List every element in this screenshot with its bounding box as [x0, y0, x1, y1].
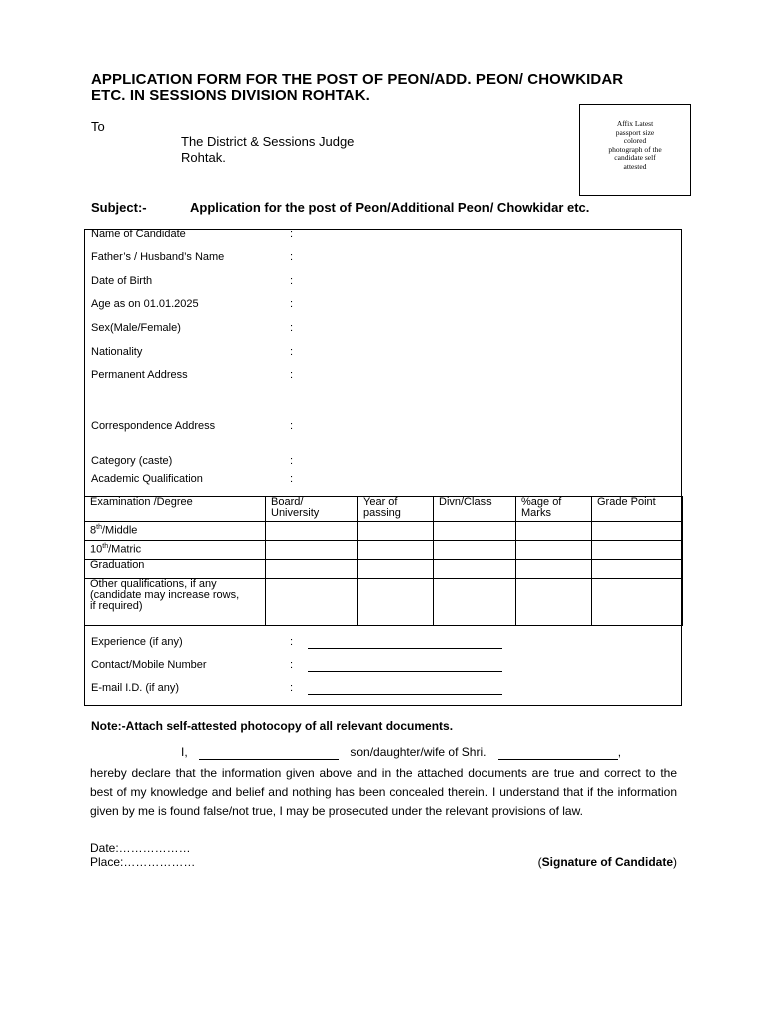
- table-cell[interactable]: [516, 541, 592, 560]
- field-label-experience: Experience (if any): [91, 636, 183, 648]
- mobile-input-line[interactable]: [308, 671, 502, 672]
- field-label-academic: Academic Qualification: [91, 473, 203, 485]
- applicant-name-blank[interactable]: [199, 745, 339, 760]
- sig-paren-open: (: [537, 855, 542, 869]
- photo-text-line: colored: [623, 136, 647, 145]
- field-colon: :: [290, 420, 294, 432]
- table-cell[interactable]: [358, 560, 434, 579]
- field-colon: :: [290, 473, 294, 485]
- subject-text: Application for the post of Peon/Additional Peon/ Chowkidar etc.: [190, 200, 590, 215]
- declaration-relation: son/daughter/wife of Shri.: [350, 745, 487, 759]
- exam-suffix: th: [96, 524, 102, 531]
- table-header: Year of passing: [358, 497, 434, 522]
- field-colon: :: [290, 251, 294, 263]
- table-cell[interactable]: [358, 579, 434, 626]
- signature-label: [538, 855, 677, 869]
- declaration-i: I,: [181, 745, 188, 759]
- table-header: Grade Point: [592, 497, 683, 522]
- field-label-email: E-mail I.D. (if any): [91, 682, 180, 694]
- declaration-body: hereby declare that the information given above and in the attached documents are true and correct to the best of my knowledge and belief and nothing has been concealed therein. I understand that if the information given by me is found false/not true, I may be prosecuted under the relevant provisions of law.: [90, 766, 677, 818]
- table-cell[interactable]: [266, 560, 358, 579]
- table-cell[interactable]: [592, 560, 683, 579]
- table-cell[interactable]: [592, 522, 683, 541]
- field-label-mobile: Contact/Mobile Number: [91, 659, 207, 671]
- field-label-dob: Date of Birth: [91, 275, 153, 287]
- photo-text-line: candidate self: [614, 153, 656, 162]
- field-label-name: Name of Candidate: [91, 228, 186, 240]
- field-label-age: Age as on 01.01.2025: [91, 298, 199, 310]
- field-colon: :: [290, 322, 294, 334]
- form-title-line-1: APPLICATION FORM FOR THE POST OF PEON/ADD. PEON/ CHOWKIDAR: [91, 71, 624, 88]
- table-cell[interactable]: [516, 560, 592, 579]
- field-colon: :: [290, 659, 294, 671]
- subject-label: Subject:-: [91, 200, 147, 215]
- to-label: To: [91, 119, 105, 134]
- table-cell-exam: [85, 541, 266, 560]
- date-label: Date:………………: [90, 841, 191, 855]
- field-colon: :: [290, 346, 294, 358]
- exam-name: 10: [90, 543, 103, 556]
- field-colon: :: [290, 636, 294, 648]
- declaration-comma: ,: [617, 745, 622, 759]
- field-colon: :: [290, 369, 294, 381]
- table-row: [85, 560, 683, 579]
- photo-text-line: attested: [623, 161, 647, 171]
- photo-text-line: photograph of the: [608, 144, 662, 154]
- photo-text-line: passport size: [615, 127, 655, 137]
- exam-name-rest: /Middle: [101, 524, 138, 537]
- qualification-table: [84, 496, 683, 626]
- table-cell-exam: Graduation: [85, 560, 266, 579]
- exam-suffix: th: [102, 543, 109, 550]
- table-cell-exam: [85, 522, 266, 541]
- table-row: [85, 522, 683, 541]
- field-colon: :: [290, 455, 294, 467]
- place-label: Place:………………: [90, 855, 196, 869]
- field-colon: :: [290, 298, 294, 310]
- note: Note:-Attach self-attested photocopy of all relevant documents.: [91, 719, 454, 733]
- table-cell[interactable]: [516, 522, 592, 541]
- field-colon: :: [290, 275, 294, 287]
- field-colon: :: [290, 228, 294, 240]
- table-cell[interactable]: [592, 579, 683, 626]
- table-cell[interactable]: [592, 541, 683, 560]
- table-cell[interactable]: [434, 541, 516, 560]
- table-header: Board/ University: [266, 497, 358, 522]
- table-row: [85, 541, 683, 560]
- table-header: Examination /Degree: [85, 497, 266, 522]
- field-colon: :: [290, 682, 294, 694]
- field-label-nationality: Nationality: [91, 346, 143, 358]
- table-cell[interactable]: [516, 579, 592, 626]
- signature-text: Signature of Candidate: [541, 855, 673, 869]
- table-cell[interactable]: [358, 522, 434, 541]
- table-header: Divn/Class: [434, 497, 516, 522]
- form-title-line-2: ETC. IN SESSIONS DIVISION ROHTAK.: [91, 87, 370, 104]
- exam-name: Other qualifications, if any (candidate may increase rows, if required): [90, 578, 240, 612]
- recipient-line-1: The District & Sessions Judge: [181, 134, 355, 149]
- declaration-name-line: [181, 745, 621, 760]
- field-label-sex: Sex(Male/Female): [91, 322, 181, 334]
- table-cell[interactable]: [434, 522, 516, 541]
- table-cell[interactable]: [266, 579, 358, 626]
- email-input-line[interactable]: [308, 694, 502, 695]
- table-cell[interactable]: [266, 541, 358, 560]
- table-cell[interactable]: [358, 541, 434, 560]
- field-label-category: Category (caste): [91, 455, 173, 467]
- table-cell-exam: [85, 579, 266, 626]
- photo-instructions: [580, 120, 690, 171]
- parent-name-blank[interactable]: [498, 745, 618, 760]
- exam-name: 8: [90, 524, 97, 537]
- table-cell[interactable]: [434, 560, 516, 579]
- photo-box[interactable]: [579, 104, 691, 196]
- sig-paren-close: ): [673, 855, 677, 869]
- form-title: [91, 72, 623, 104]
- table-row: [85, 579, 683, 626]
- table-header-row: [85, 497, 683, 522]
- field-label-permanent-address: Permanent Address: [91, 369, 188, 381]
- field-label-father-husband: Father’s / Husband’s Name: [91, 251, 225, 263]
- photo-text-line: Affix Latest: [616, 119, 654, 128]
- recipient-line-2: Rohtak.: [181, 150, 226, 165]
- exam-name-rest: /Matric: [108, 543, 142, 556]
- table-cell[interactable]: [266, 522, 358, 541]
- field-label-correspondence-address: Correspondence Address: [91, 420, 216, 432]
- table-header: %age of Marks: [516, 497, 592, 522]
- table-cell[interactable]: [434, 579, 516, 626]
- recipient-address: [181, 134, 354, 166]
- experience-input-line[interactable]: [308, 648, 502, 649]
